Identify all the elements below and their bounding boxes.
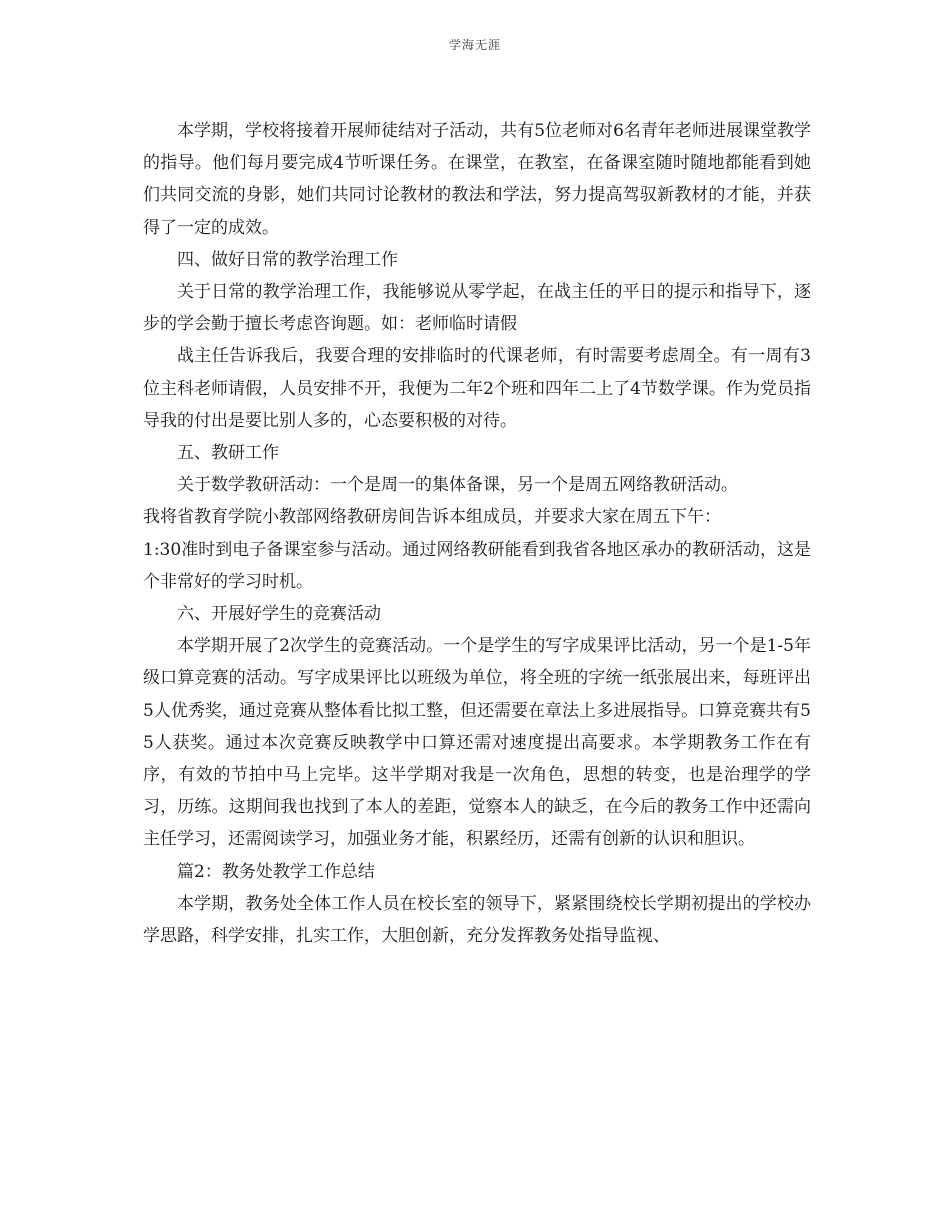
paragraph-daily-management: 关于日常的教学治理工作，我能够说从零学起，在战主任的平日的提示和指导下，逐步的学会勤于擅长考虑咨询题。如：老师临时请假	[143, 282, 811, 335]
paragraph-substitute-teachers: 战主任告诉我后，我要合理的安排临时的代课老师，有时需要考虑周全。有一周有3位主科老师请假，人员安排不开，我便为二年2个班和四年二上了4节数学课。作为党员指导我的付出是要比别人多的，心态要积极的对待。	[143, 346, 811, 431]
paragraph-research-time: 1:30准时到电子备课室参与活动。通过网络教研能看到我省各地区承办的教研活动，这是个非常好的学习时机。	[143, 539, 811, 592]
document-body	[143, 115, 811, 952]
section-heading-4: 四、做好日常的教学治理工作	[177, 249, 398, 270]
paragraph-online-research: 我将省教育学院小教部网络教研房间告诉本组成员，并要求大家在周五下午：	[143, 507, 721, 528]
article-heading-2: 篇2：教务处教学工作总结	[177, 861, 375, 882]
page-header: 学海无涯	[448, 38, 501, 52]
section-heading-6: 六、开展好学生的竞赛活动	[177, 604, 381, 625]
paragraph-academic-affairs: 本学期，教务处全体工作人员在校长室的领导下，紧紧围绕校长学期初提出的学校办学思路，科学安排，扎实工作，大胆创新，充分发挥教务处指导监视、	[143, 893, 811, 947]
paragraph-competitions: 本学期开展了2次学生的竞赛活动。一个是学生的写字成果评比活动，另一个是1-5年级口算竞赛的活动。写字成果评比以班级为单位，将全班的字统一纸张展出来，每班评出5人优秀奖，通过竞赛从整体看比拟工整，但还需要在章法上多进展指导。口算竞赛共有55人获奖。通过本次竞赛反映教学中口算还需对速度提出高要求。本学期教务工作在有序，有效的节拍中马上完毕。这半学期对我是一次角色，思想的转变，也是治理学的学习，历练。这期间我也找到了本人的差距，觉察本人的缺乏，在今后的教务工作中还需向主任学习，还需阅读学习，加强业务才能，积累经历，还需有创新的认识和胆识。	[143, 636, 811, 850]
paragraph-teaching-research: 关于数学教研活动：一个是周一的集体备课，另一个是周五网络教研活动。	[177, 475, 738, 496]
section-heading-5: 五、教研工作	[177, 443, 279, 464]
paragraph-mentoring: 本学期，学校将接着开展师徒结对子活动，共有5位老师对6名青年老师进展课堂教学的指导。他们每月要完成4节听课任务。在课堂，在教室，在备课室随时随地都能看到她们共同交流的身影，她们共同讨论教材的教法和学法，努力提高驾驭新教材的才能，并获得了一定的成效。	[143, 121, 811, 238]
